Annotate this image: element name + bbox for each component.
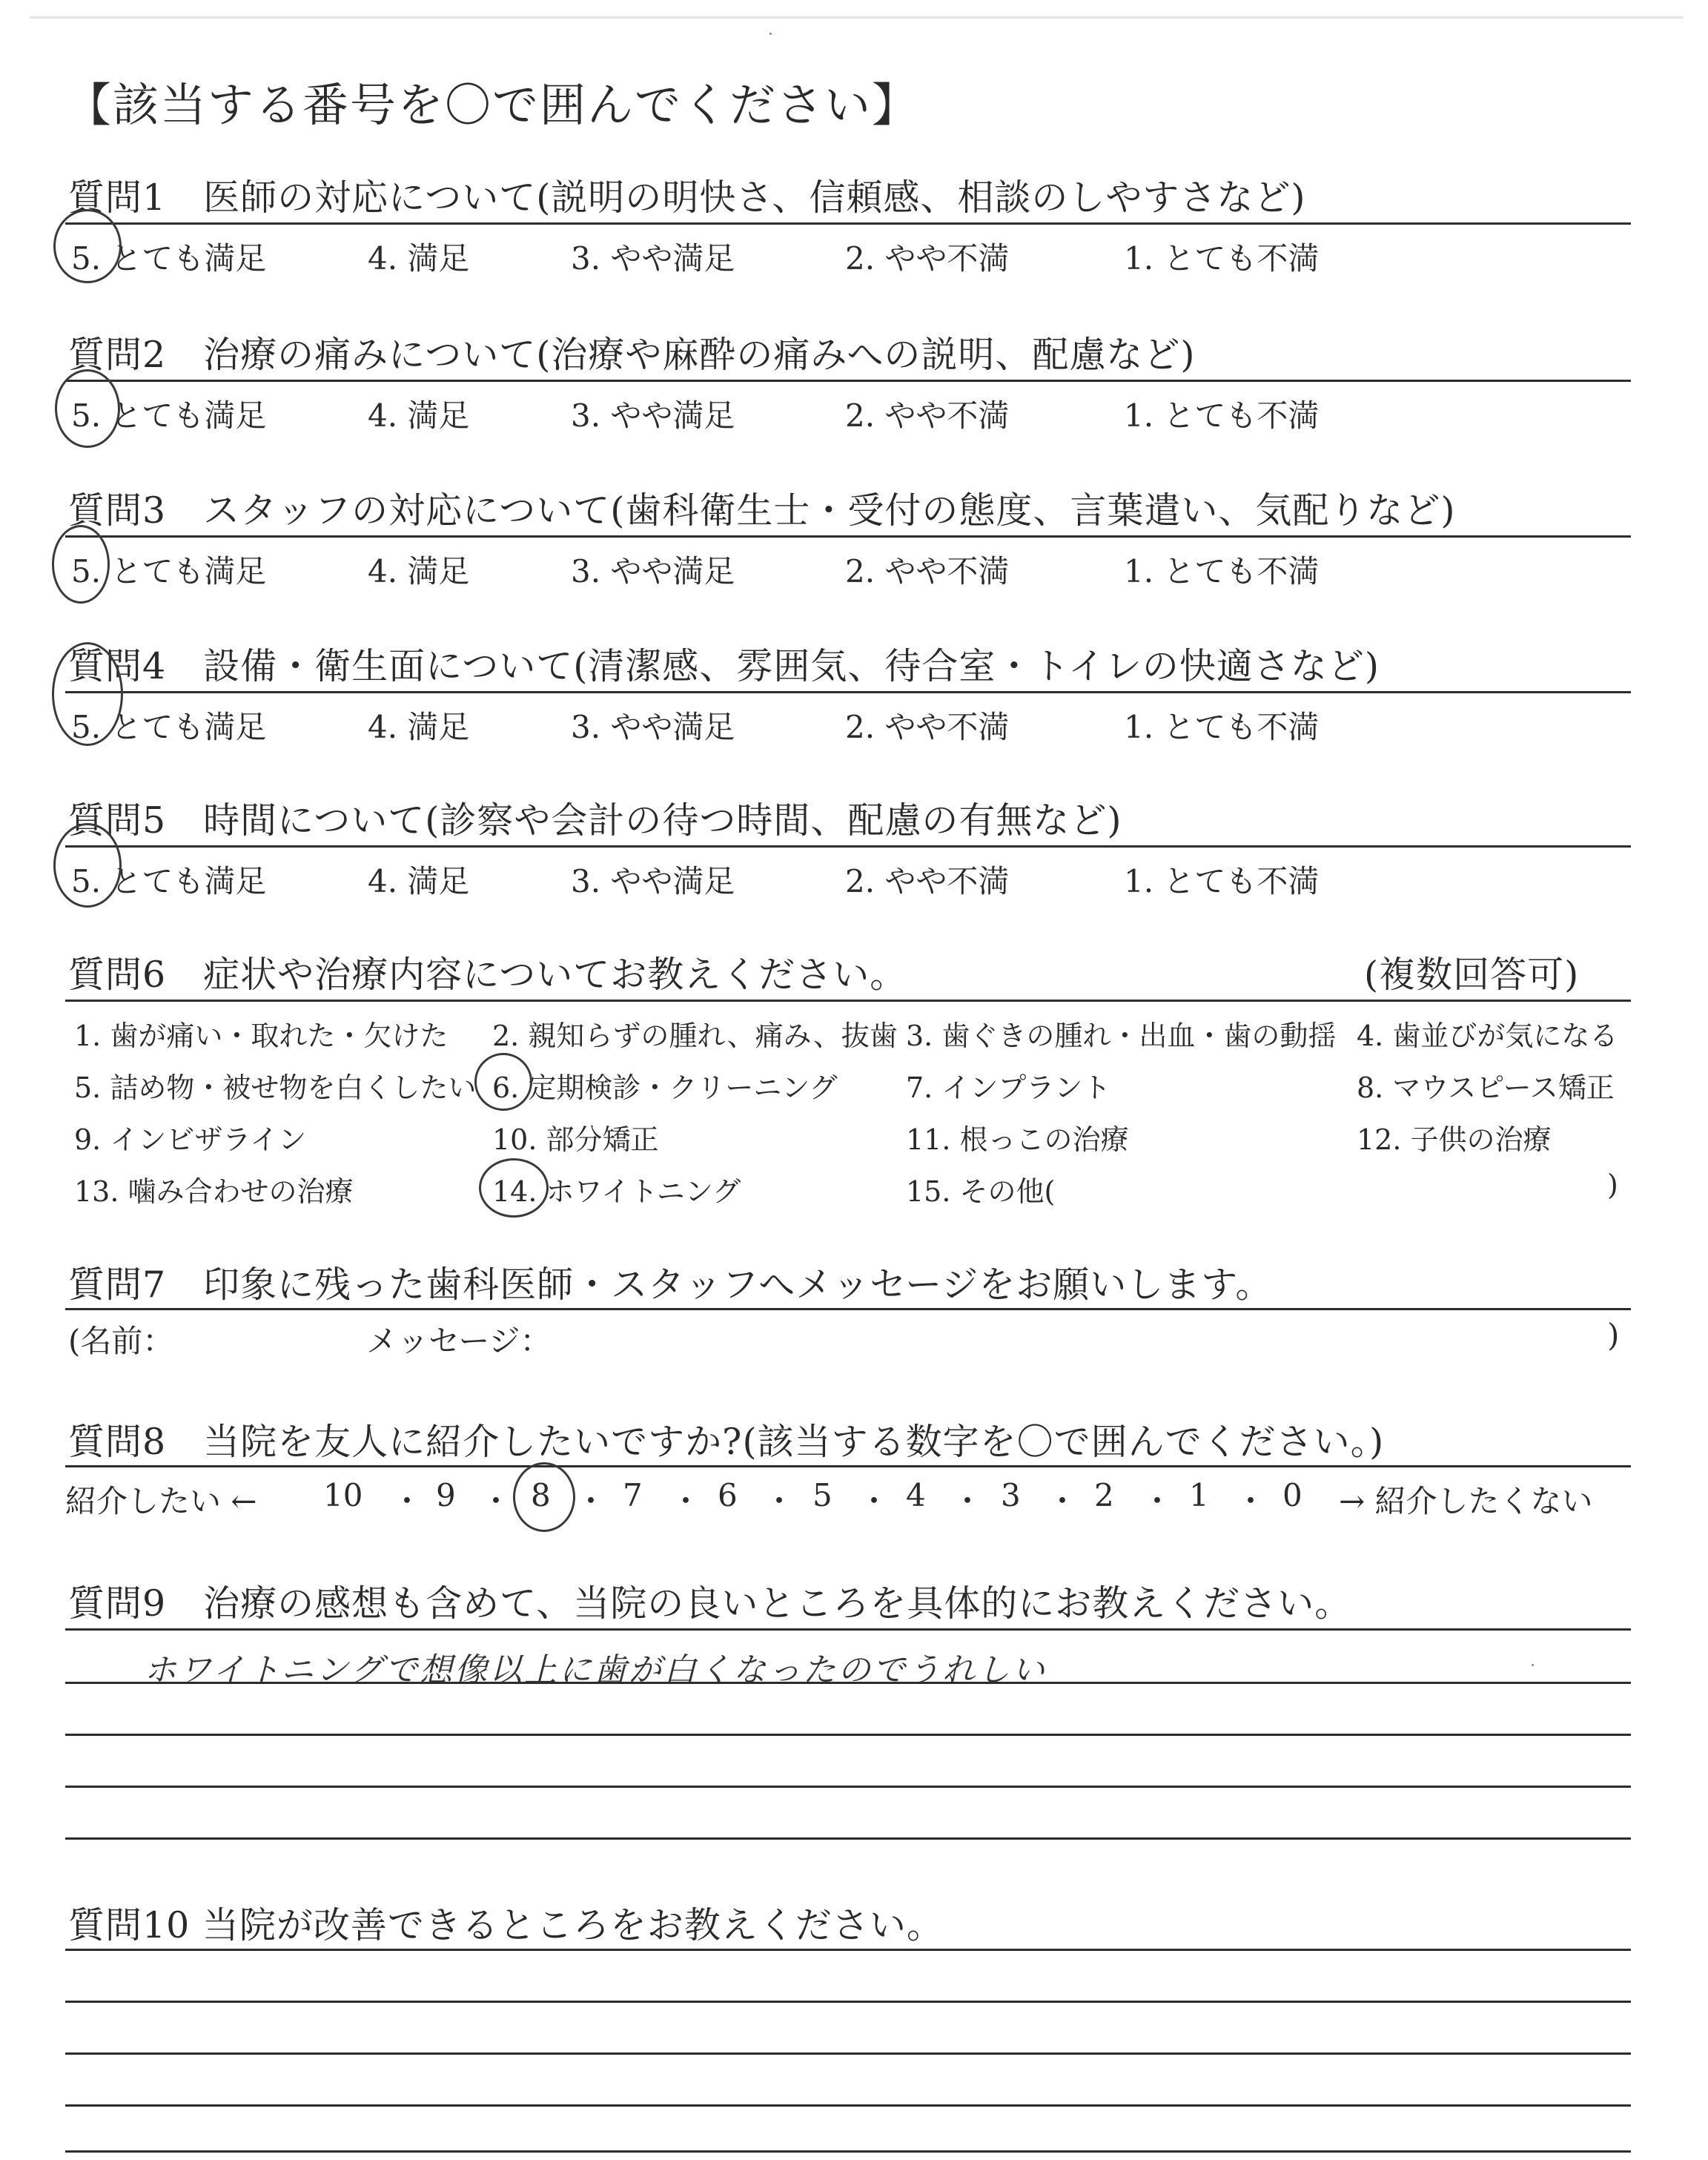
q6-item-6-selection-circle	[474, 1053, 532, 1111]
q7-name-label: (名前：	[68, 1323, 174, 1359]
q1-option-1[interactable]: 1. とても不満	[1124, 240, 1320, 277]
q9-handwritten-answer: ホワイトニングで想像以上に歯が白くなったのでうれしい	[144, 1651, 1047, 1689]
q6-item-14[interactable]: 14. ホワイトニング	[492, 1175, 741, 1208]
q1-title: 質問1 医師の対応について(説明の明快さ、信頼感、相談のしやすさなど)	[68, 176, 1306, 219]
q8-right-label: → 紹介したくない	[1339, 1483, 1593, 1519]
q6-item-14-selection-circle	[479, 1158, 549, 1218]
q5-option-3[interactable]: 3. やや満足	[571, 863, 735, 899]
q9-answer-line-3[interactable]	[65, 1786, 1631, 1788]
q8-scale-10[interactable]: 10	[323, 1477, 363, 1513]
q8-title: 質問8 当院を友人に紹介したいですか?(該当する数字を〇で囲んでください。)	[68, 1421, 1385, 1463]
q5-rule	[65, 845, 1631, 848]
q6-item-6[interactable]: 6. 定期検診・クリーニング	[492, 1071, 838, 1104]
q7-rule	[65, 1308, 1631, 1310]
q9-title: 質問9 治療の感想も含めて、当院の良いところを具体的にお教えください。	[68, 1582, 1352, 1625]
q8-scale-3[interactable]: 3	[1001, 1477, 1021, 1513]
q6-item-11[interactable]: 11. 根っこの治療	[906, 1123, 1129, 1156]
q5-title: 質問5 時間について(診察や会計の待つ時間、配慮の有無など)	[68, 799, 1122, 842]
q10-rule	[65, 1949, 1631, 1951]
q8-left-label: 紹介したい ←	[65, 1483, 257, 1519]
q1-option-3[interactable]: 3. やや満足	[571, 240, 735, 277]
q6-item-1[interactable]: 1. 歯が痛い・取れた・欠けた	[74, 1020, 448, 1052]
q2-selection-circle	[55, 369, 120, 448]
q8-scale-8[interactable]: 8	[531, 1477, 551, 1513]
q1-selection-circle	[53, 209, 122, 283]
q1-option-2[interactable]: 2. やや不満	[845, 240, 1010, 277]
q7-title: 質問7 印象に残った歯科医師・スタッフへメッセージをお願いします。	[68, 1264, 1273, 1306]
q6-item-8[interactable]: 8. マウスピース矯正	[1357, 1071, 1615, 1104]
q9-rule	[65, 1628, 1631, 1631]
q8-scale-0[interactable]: 0	[1282, 1477, 1302, 1513]
q8-separator: ・	[1235, 1483, 1267, 1519]
q9-answer-line-4[interactable]	[65, 1837, 1631, 1840]
q4-selection-circle	[52, 642, 123, 746]
q8-separator: ・	[1047, 1483, 1079, 1519]
q10-answer-line-3[interactable]	[65, 2104, 1631, 2107]
q5-option-4[interactable]: 4. 満足	[368, 863, 470, 899]
q3-selection-circle	[52, 525, 110, 604]
q6-item-7[interactable]: 7. インプラント	[906, 1071, 1111, 1104]
q6-multi-note: (複数回答可)	[1364, 954, 1580, 996]
q1-option-4[interactable]: 4. 満足	[368, 240, 470, 277]
q6-item-13[interactable]: 13. 噛み合わせの治療	[74, 1175, 354, 1208]
q8-separator: ・	[391, 1483, 423, 1519]
q5-option-2[interactable]: 2. やや不満	[845, 863, 1010, 899]
q2-rule	[65, 380, 1631, 382]
q6-item-10[interactable]: 10. 部分矯正	[492, 1123, 659, 1156]
q6-item-9[interactable]: 9. インビザライン	[74, 1123, 307, 1156]
q8-scale-6[interactable]: 6	[718, 1477, 738, 1513]
q4-option-3[interactable]: 3. やや満足	[571, 709, 735, 745]
q6-item-5[interactable]: 5. 詰め物・被せ物を白くしたい	[74, 1071, 477, 1104]
q8-separator: ・	[952, 1483, 984, 1519]
q2-title: 質問2 治療の痛みについて(治療や麻酔の痛みへの説明、配慮など)	[68, 334, 1196, 376]
q8-scale-2[interactable]: 2	[1094, 1477, 1114, 1513]
q10-answer-line-2[interactable]	[65, 2052, 1631, 2055]
q8-rule	[65, 1465, 1631, 1467]
q8-scale-4[interactable]: 4	[906, 1477, 926, 1513]
q8-separator: ・	[575, 1483, 607, 1519]
q4-option-4[interactable]: 4. 満足	[368, 709, 470, 745]
q3-rule	[65, 535, 1631, 538]
q2-option-3[interactable]: 3. やや満足	[571, 397, 735, 434]
scan-speck	[769, 33, 772, 35]
q3-option-1[interactable]: 1. とても不満	[1124, 553, 1320, 589]
q8-selection-circle	[513, 1462, 575, 1532]
q5-selection-circle	[53, 823, 122, 908]
q8-scale-7[interactable]: 7	[623, 1477, 643, 1513]
q5-option-5[interactable]: 5. とても満足	[71, 863, 267, 899]
page-header: 【該当する番号を〇で囲んでください】	[65, 78, 920, 132]
q7-message-label: メッセージ：	[366, 1323, 552, 1359]
q8-separator: ・	[670, 1483, 702, 1519]
q2-option-2[interactable]: 2. やや不満	[845, 397, 1010, 434]
q4-option-2[interactable]: 2. やや不満	[845, 709, 1010, 745]
q3-option-3[interactable]: 3. やや満足	[571, 553, 735, 589]
scan-edge-line	[30, 16, 1683, 19]
q8-separator: ・	[858, 1483, 890, 1519]
q6-rule	[65, 1000, 1631, 1002]
q6-item-3[interactable]: 3. 歯ぐきの腫れ・出血・歯の動揺	[906, 1020, 1337, 1052]
q6-item-2[interactable]: 2. 親知らずの腫れ、痛み、抜歯	[492, 1020, 898, 1052]
scan-speck	[1532, 1664, 1534, 1666]
q3-option-4[interactable]: 4. 満足	[368, 553, 470, 589]
q6-item-12[interactable]: 12. 子供の治療	[1357, 1123, 1552, 1156]
q3-title: 質問3 スタッフの対応について(歯科衛生士・受付の態度、言葉遣い、気配りなど)	[68, 489, 1456, 532]
q3-option-2[interactable]: 2. やや不満	[845, 553, 1010, 589]
q6-item-15-close-paren: )	[1607, 1169, 1618, 1201]
q6-item-15[interactable]: 15. その他(	[906, 1175, 1056, 1208]
q8-scale-9[interactable]: 9	[436, 1477, 456, 1513]
q2-option-1[interactable]: 1. とても不満	[1124, 397, 1320, 434]
q9-answer-line-2[interactable]	[65, 1734, 1631, 1736]
q2-option-5[interactable]: 5. とても満足	[71, 397, 267, 434]
q10-title: 質問10 当院が改善できるところをお教えください。	[68, 1904, 944, 1946]
q4-option-5[interactable]: 5. とても満足	[71, 709, 267, 745]
q8-separator: ・	[1142, 1483, 1174, 1519]
q9-answer-line-1[interactable]	[65, 1682, 1631, 1684]
q10-answer-line-4[interactable]	[65, 2150, 1631, 2153]
q4-rule	[65, 691, 1631, 693]
q8-scale-1[interactable]: 1	[1189, 1477, 1209, 1513]
q6-item-4[interactable]: 4. 歯並びが気になる	[1357, 1020, 1618, 1052]
q8-scale-5[interactable]: 5	[812, 1477, 833, 1513]
q10-answer-line-1[interactable]	[65, 2001, 1631, 2003]
q2-option-4[interactable]: 4. 満足	[368, 397, 470, 434]
q5-option-1[interactable]: 1. とても不満	[1124, 863, 1320, 899]
q8-separator: ・	[764, 1483, 795, 1519]
q6-title: 質問6 症状や治療内容についてお教えください。	[68, 954, 907, 996]
q7-close-paren: )	[1607, 1317, 1620, 1353]
q3-option-5[interactable]: 5. とても満足	[71, 553, 267, 589]
q1-rule	[65, 222, 1631, 225]
q4-title: 質問4 設備・衛生面について(清潔感、雰囲気、待合室・トイレの快適さなど)	[68, 645, 1380, 687]
q1-option-5[interactable]: 5. とても満足	[71, 240, 267, 277]
q4-option-1[interactable]: 1. とても不満	[1124, 709, 1320, 745]
q8-separator: ・	[480, 1483, 512, 1519]
